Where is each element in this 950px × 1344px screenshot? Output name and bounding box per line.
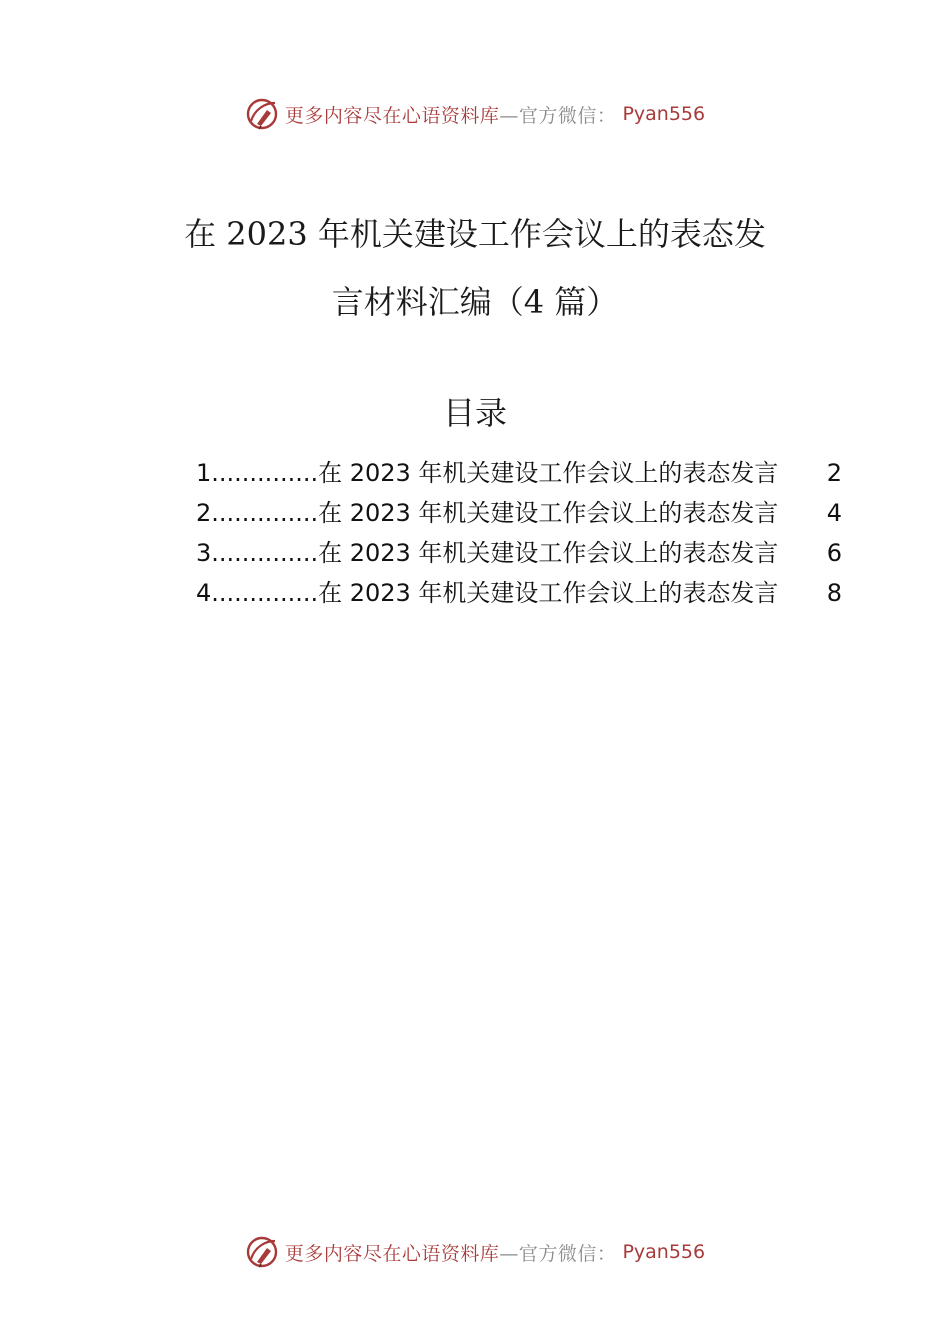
watermark-wechat-id: Pyan556 (622, 1241, 706, 1263)
watermark-wechat-id: Pyan556 (622, 103, 706, 125)
toc-entry-2[interactable] (196, 493, 842, 533)
header-watermark (0, 94, 950, 134)
toc-entry-title: 在 2023 年机关建设工作会议上的表态发言 (318, 459, 779, 487)
footer-watermark (0, 1232, 950, 1272)
toc-entry-number: 2 (196, 499, 212, 527)
document-title-line-2: 言材料汇编（4 篇） (331, 283, 619, 321)
table-of-contents (196, 453, 842, 613)
toc-entry-3[interactable] (196, 533, 842, 573)
watermark-wechat-label: 官方微信： (518, 104, 617, 127)
document-title (0, 200, 950, 336)
toc-leader-dots: .............. (211, 499, 319, 527)
toc-heading: 目录 (442, 394, 507, 432)
watermark-brand: 更多内容尽在心语资料库 (284, 104, 500, 127)
watermark-dash: — (499, 104, 519, 127)
toc-entry-number: 1 (196, 459, 212, 487)
toc-entry-title: 在 2023 年机关建设工作会议上的表态发言 (318, 539, 779, 567)
toc-entry-4[interactable] (196, 573, 842, 613)
toc-entry-title: 在 2023 年机关建设工作会议上的表态发言 (318, 579, 779, 607)
toc-entry-number: 4 (196, 579, 212, 607)
watermark-text (285, 101, 617, 128)
watermark-brand: 更多内容尽在心语资料库 (284, 1242, 500, 1265)
watermark-wechat-label: 官方微信： (518, 1242, 617, 1265)
pen-circle-logo-icon (245, 97, 279, 131)
toc-leader-dots: .............. (211, 579, 319, 607)
document-title-line-1: 在 2023 年机关建设工作会议上的表态发 (184, 215, 766, 253)
toc-entry-page: 8 (826, 579, 842, 607)
watermark-text (285, 1239, 617, 1266)
toc-entry-1[interactable] (196, 453, 842, 493)
pen-circle-logo-icon (245, 1235, 279, 1269)
toc-leader-dots: .............. (211, 539, 319, 567)
toc-entry-page: 2 (826, 459, 842, 487)
toc-entry-page: 6 (826, 539, 842, 567)
toc-entry-page: 4 (826, 499, 842, 527)
watermark-dash: — (499, 1242, 519, 1265)
toc-entry-title: 在 2023 年机关建设工作会议上的表态发言 (318, 499, 779, 527)
toc-leader-dots: .............. (211, 459, 319, 487)
toc-entry-number: 3 (196, 539, 212, 567)
